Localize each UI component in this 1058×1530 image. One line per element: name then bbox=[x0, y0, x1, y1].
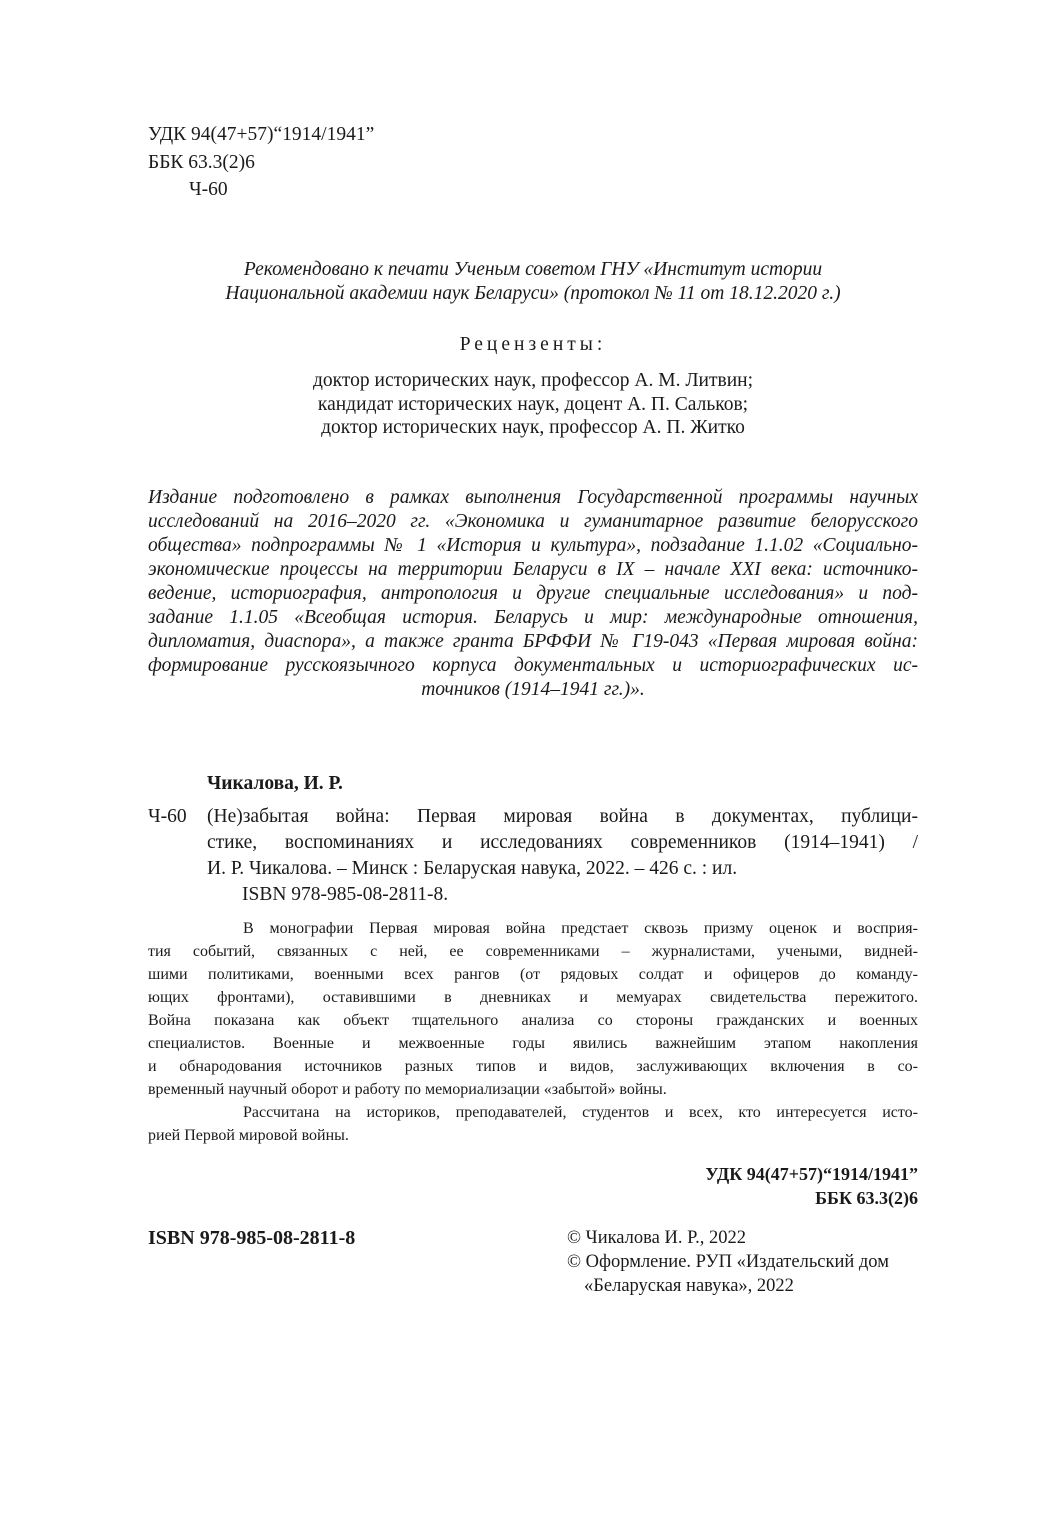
copyright-author: © Чикалова И. Р., 2022 bbox=[567, 1228, 746, 1248]
funding-line: Издание подготовлено в рамках выполнения Государственной программы научных bbox=[148, 487, 918, 508]
funding-line: экономические процессы на территории Беларуси в IX – начале XXI века: источнико- bbox=[148, 559, 918, 580]
bbk-code: ББК 63.3(2)6 bbox=[148, 152, 255, 173]
audience-line-last: рией Первой мировой войны. bbox=[148, 1127, 349, 1144]
recommendation-line-2: Национальной академии наук Беларуси» (протокол № 11 от 18.12.2020 г.) bbox=[225, 283, 841, 304]
annotation-line-last: временный научный оборот и работу по мемориализации «забытой» войны. bbox=[148, 1081, 667, 1098]
recommendation-line-1: Рекомендовано к печати Ученым советом ГНУ «Институт истории bbox=[243, 259, 823, 280]
annotation-line: специалистов. Военные и межвоенные годы явились важнейшим этапом накопления bbox=[148, 1035, 918, 1052]
annotation-line: В монографии Первая мировая война предстает сквозь призму оценок и восприя- bbox=[243, 920, 918, 937]
author-mark: Ч-60 bbox=[148, 806, 187, 827]
udk-code: УДК 94(47+57)“1914/1941” bbox=[148, 124, 375, 145]
bbk-code-bottom: ББК 63.3(2)6 bbox=[815, 1188, 918, 1208]
biblio-line: (Не)забытая война: Первая мировая война в документах, публици- bbox=[207, 806, 918, 827]
funding-line: исследований на 2016–2020 гг. «Экономика и гуманитарное развитие белорусского bbox=[148, 511, 918, 532]
funding-line: задание 1.1.05 «Всеобщая история. Беларусь и мир: международные отношения, bbox=[148, 607, 918, 628]
reviewer-1: доктор исторических наук, профессор А. М. Литвин; bbox=[312, 370, 754, 391]
funding-line: дипломатия, диаспора», а также гранта БРФФИ № Г19-043 «Первая мировая война: bbox=[148, 631, 918, 652]
annotation-line: ющих фронтами), оставившими в дневниках и мемуарах свидетельства пережитого. bbox=[148, 989, 918, 1006]
reviewers-title: Рецензенты: bbox=[459, 334, 607, 355]
funding-line: ведение, историография, антропология и другие специальные исследования» и под- bbox=[148, 583, 918, 604]
funding-line: общества» подпрограммы № 1 «История и культура», подзадание 1.1.02 «Социально- bbox=[148, 535, 918, 556]
annotation-line: тия событий, связанных с ней, ее современниками – журналистами, учеными, видней- bbox=[148, 943, 918, 960]
reviewer-3: доктор исторических наук, профессор А. П. Житко bbox=[321, 417, 745, 438]
author-heading: Чикалова, И. Р. bbox=[207, 773, 343, 794]
copyright-publisher: «Беларуская навука», 2022 bbox=[584, 1276, 794, 1296]
annotation-line: шими политиками, военными всех рангов (от рядовых солдат и офицеров до команду- bbox=[148, 966, 918, 983]
funding-line: формирование русскоязычного корпуса документальных и историографических ис- bbox=[148, 655, 918, 676]
annotation-line: и обнародования источников разных типов и видов, заслуживающих включения в со- bbox=[148, 1058, 918, 1075]
biblio-line-3: И. Р. Чикалова. – Минск : Беларуская навука, 2022. – 426 с. : ил. bbox=[207, 858, 738, 879]
reviewer-2: кандидат исторических наук, доцент А. П. Сальков; bbox=[317, 394, 749, 415]
audience-line: Рассчитана на историков, преподавателей, студентов и всех, кто интересуется исто- bbox=[243, 1104, 918, 1121]
annotation-line: Война показана как объект тщательного анализа со стороны гражданских и военных bbox=[148, 1012, 918, 1029]
funding-line-last: точников (1914–1941 гг.)». bbox=[421, 679, 645, 700]
biblio-line: стике, воспоминаниях и исследованиях современников (1914–1941) / bbox=[207, 832, 918, 853]
isbn-bold: ISBN 978-985-08-2811-8 bbox=[148, 1227, 356, 1249]
udk-code-bottom: УДК 94(47+57)“1914/1941” bbox=[705, 1164, 918, 1184]
copyright-design: © Оформление. РУП «Издательский дом bbox=[567, 1252, 889, 1272]
isbn-line: ISBN 978-985-08-2811-8. bbox=[242, 884, 449, 905]
author-mark-top: Ч-60 bbox=[189, 179, 228, 200]
